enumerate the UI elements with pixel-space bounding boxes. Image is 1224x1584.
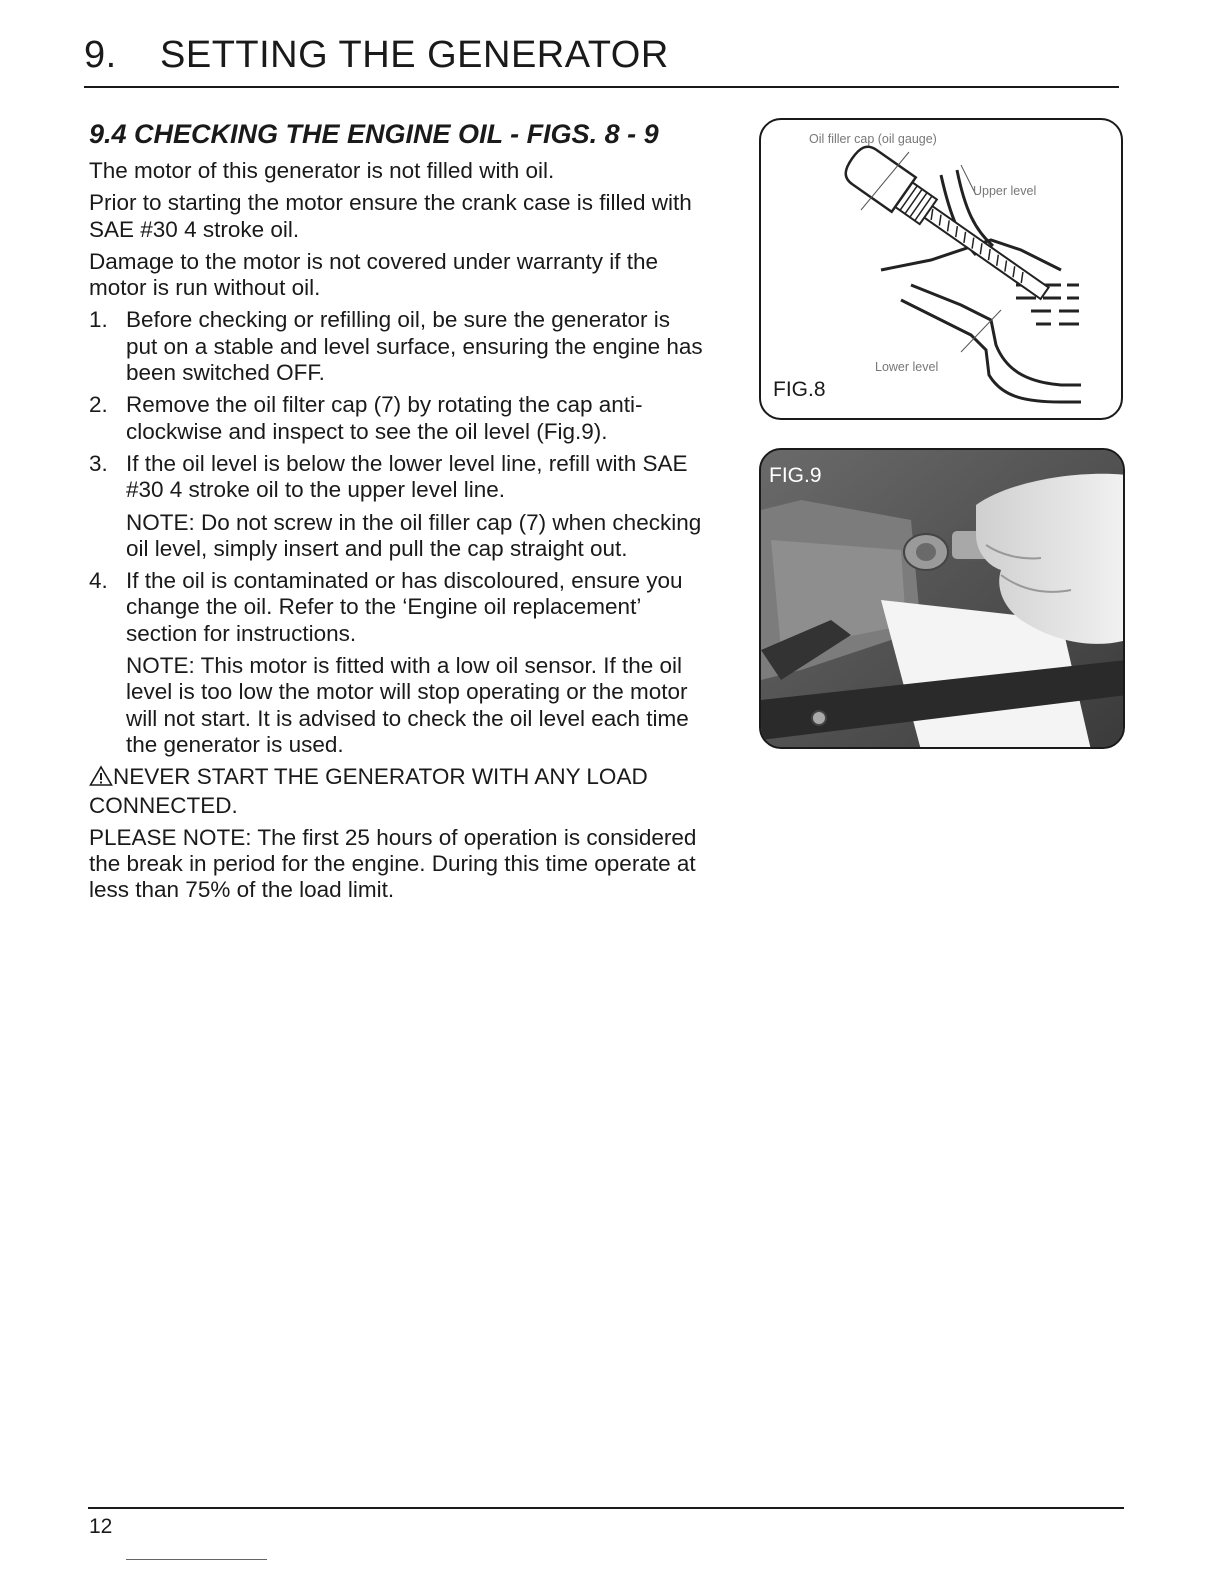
step-text: If the oil is contaminated or has discoloured, ensure you change the oil. Refer to the ‘Engine oil replacement’ section for instructions.	[126, 568, 683, 646]
steps-list	[89, 307, 704, 758]
step-item	[89, 451, 704, 562]
chapter-title-text: SETTING THE GENERATOR	[160, 34, 669, 76]
figure-9-label: FIG.9	[769, 464, 822, 487]
step-note: NOTE: Do not screw in the oil filler cap (7) when checking oil level, simply insert and pull the cap straight out.	[126, 509, 702, 561]
figure-8	[759, 118, 1123, 420]
chapter-title	[84, 34, 669, 77]
figure-8-label: FIG.8	[773, 378, 826, 401]
oil-check-photo	[761, 450, 1125, 749]
callout-lower-level: Lower level	[875, 360, 939, 374]
step-item	[89, 307, 704, 386]
chapter-number: 9.	[84, 34, 117, 76]
section-body	[89, 118, 704, 910]
warning-line	[89, 764, 704, 819]
footer-rule	[88, 1507, 1124, 1509]
step-text: Before checking or refilling oil, be sure the generator is put on a stable and level surface, ensuring the engine has been switched OFF.	[126, 307, 703, 386]
step-number: 2.	[89, 392, 108, 418]
step-number: 4.	[89, 568, 108, 594]
intro-paragraph: Damage to the motor is not covered under warranty if the motor is run without oil.	[89, 248, 659, 301]
warning-text: NEVER START THE GENERATOR WITH ANY LOAD CONNECTED.	[89, 764, 648, 818]
step-item	[89, 568, 704, 758]
step-number: 1.	[89, 307, 108, 333]
step-number: 3.	[89, 450, 108, 476]
step-item	[89, 392, 704, 445]
oil-dipstick-illustration	[761, 120, 1123, 420]
warning-triangle-icon	[89, 765, 113, 792]
intro-paragraph: The motor of this generator is not filled with oil.	[89, 158, 555, 183]
intro-paragraph: Prior to starting the motor ensure the crank case is filled with SAE #30 4 stroke oil.	[89, 190, 692, 242]
callout-upper-level: Upper level	[973, 184, 1037, 198]
section-heading: 9.4 CHECKING THE ENGINE OIL - FIGS. 8 - 9	[89, 119, 659, 149]
step-text: If the oil level is below the lower level line, refill with SAE #30 4 stroke oil to the upper level line.	[126, 450, 688, 503]
header-rule	[84, 86, 1119, 88]
callout-oil-filler-cap: Oil filler cap (oil gauge)	[809, 132, 937, 146]
step-note: NOTE: This motor is fitted with a low oil sensor. If the oil level is too low the motor will stop operating or the motor will not start. It is advised to check the oil level each time the generator is used.	[126, 653, 689, 757]
page-number: 12	[89, 1515, 113, 1538]
figure-9	[759, 448, 1125, 749]
footer-link-underline	[126, 1559, 267, 1560]
please-note: PLEASE NOTE: The first 25 hours of operation is considered the break in period for the engine. During this time operate at less than 75% of the load limit.	[89, 824, 697, 903]
step-text: Remove the oil filter cap (7) by rotating the cap anti-clockwise and inspect to see the oil level (Fig.9).	[126, 392, 643, 444]
